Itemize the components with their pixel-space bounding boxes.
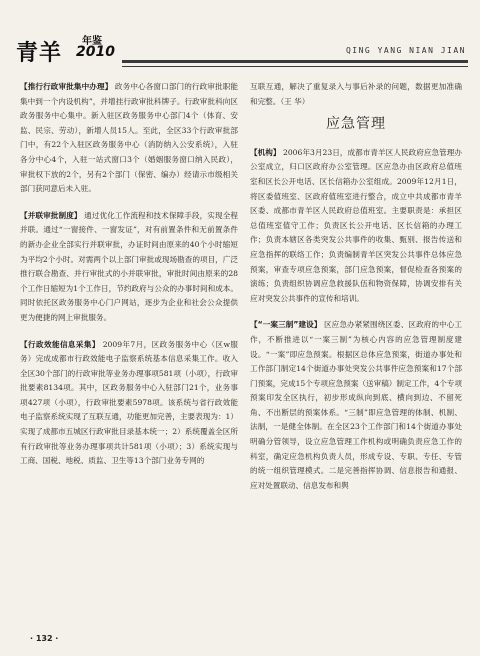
paragraph-heading: 【并联审批制度】 xyxy=(20,210,82,220)
logo-title: 青羊 xyxy=(16,40,63,66)
paragraph-text: 政务中心各窗口部门的行政审批职能集中到一个内设机构”，并增挂行政审批科牌子。行政审批科向区政务服务中心集中。新入驻区政务服务中心部门4个（体育、安监、民宗、劳动），新增人员15人。至此，全区33个行政审批部门中，有22个入驻区政务服务中心（消防纳入公安系统），入驻各分中心4个，入驻一站式窗口3个（婚姻服务窗口纳入民政），审批权下放的2个，另有2个部门（保密、编办）经请示市级相关部门获同意后未入驻。 xyxy=(20,82,239,194)
paragraph-heading: 【推行行政审批集中办理】 xyxy=(20,82,113,91)
page-number: · 132 · xyxy=(30,634,59,643)
header-rule xyxy=(122,60,468,63)
paragraph-text: 通过优化工作流程和技术保障手段，实现全程并联。通过“一窗接件、一窗发证”，对有前置条件和无前置条件的新办企业全部实行并联审批，办证时间由原来的40个小时缩短为平均2个小时。对需两个以上部门审批或现场勘查的项目，广泛推行联合勘查、并行审批式的小并联审批，审批时间由原来的28个工作日缩短为1个工作日，节约政府与公众的办事时间和成本。同时依托区政务服务中心门户网站，逐步为企业和社会公众提供更为便捷的网上审批服务。 xyxy=(20,210,239,322)
header-rule-thin xyxy=(122,66,468,67)
paragraph-text: 区应急办紧紧围绕区委、区政府的中心工作，不断推进以“一案三制”为核心内容的应急管理制度建设。“一案”即应急预案。根据区总体应急预案，街道办事处和工作部门制定14个街道办事处突发公共事件应急预案和17个部门预案，完成15个专项应急预案（送审稿）制定工作，4个专项预案印发全区执行，初步形成纵向到底、横向到边、不留死角、不出断层的预案体系。“三制”即应急管理的体制、机制、法制，一是健全体制。在全区23个工作部门和14个街道办事处明确分管领导，设立应急管理工作机构或明确负责应急工作的科室，确定应急机构负责人员，形成专设、专职、专任、专管的统一组织管理模式。二是完善指挥协调、信息报告和通报、应对处置联动、信息发布和舆 xyxy=(250,320,463,490)
paragraph-continuation: 互联互通，解决了重复录入与事后补录的问题，数据更加准确和完整。（王 华） xyxy=(250,82,462,106)
paragraph-parallel-approval xyxy=(20,209,238,326)
logo-year: 2010 xyxy=(76,44,115,60)
paragraph-efficiency-info xyxy=(20,338,238,469)
paragraph-heading: 【机构】 xyxy=(250,147,281,157)
logo-yearbook-label: 年鉴 xyxy=(82,36,102,47)
paragraph-organization xyxy=(250,146,462,307)
running-title: QING YANG NIAN JIAN xyxy=(345,46,466,55)
page-header xyxy=(0,0,480,84)
paragraph-heading: 【行政效能信息采集】 xyxy=(20,339,100,349)
paragraph-text: 2006年3月23日，成都市青羊区人民政府应急管理办公室成立，归口区政府办公室管理。区应急办由区政府总值班室和区长公开电话、区长信箱办公室组成。2009年12月1日，将区委值班室、区政府值班室进行整合，成立中共成都市青羊区委、成都市青羊区人民政府总值班室。主要职责是：承担区总值班室值守工作；负责区长公开电话、区长信箱的办理工作；负责本辖区各类突发公共事件的收集、甄别、报告传送和应急指挥的联络工作；负责编制青羊区突发公共事件总体应急预案，审查专项应急预案，部门应急预案，督促检查各预案的演练；负责组织协调应急救援队伍和物资保障，协调安排有关应对突发公共事件的宣传和培训。 xyxy=(250,147,462,303)
right-column xyxy=(250,80,462,499)
paragraph-admin-approval xyxy=(20,80,238,197)
paragraph-one-plan-three-systems xyxy=(250,318,462,493)
section-title: 应急管理 xyxy=(326,116,386,133)
paragraph-text: 2009年7月，区政务服务中心（区w服务）完成成都市行政效能电子监察系统基本信息采集工作。收入全区30个部门的行政审批等业务办理事项581项（小项），行政审批要素8134项。其中，区政务服务中心入驻部门21个，业务事项427项（小项），行政审批要素5978项。该系统与省行政效能电子监察系统实现了互联互通，功能更加完善，主要表现为：1）实现了成都市五城区行政审批目录基本统一；2）系统覆盖全区所有行政审批等业务办理事项共计581项（小项）；3）系统实现与工商、国税、地税、质监、卫生等13个部门业务专网的 xyxy=(20,339,238,466)
paragraph-heading: 【“一案三制”建设】 xyxy=(250,320,322,330)
left-column xyxy=(20,80,238,475)
